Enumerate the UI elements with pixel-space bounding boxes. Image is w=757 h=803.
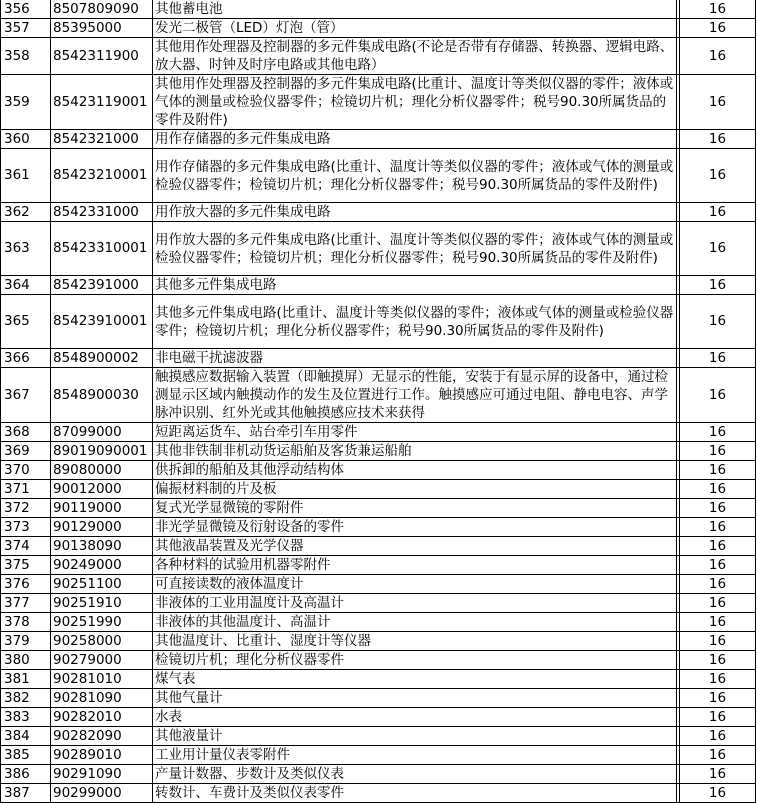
commodity-description: 非液体的工业用温度计及高温计 bbox=[153, 594, 677, 613]
commodity-description: 其他非铁制非机动货运船舶及客货兼运船舶 bbox=[153, 442, 677, 461]
table-row bbox=[1, 368, 756, 423]
row-number: 382 bbox=[1, 689, 51, 708]
row-number: 381 bbox=[1, 670, 51, 689]
tax-rate: 16 bbox=[680, 651, 756, 670]
commodity-description: 其他液晶装置及光学仪器 bbox=[153, 537, 677, 556]
commodity-description: 发光二极管（LED）灯泡（管） bbox=[153, 19, 677, 38]
commodity-description: 工业用计量仪表零附件 bbox=[153, 746, 677, 765]
table-row bbox=[1, 276, 756, 295]
commodity-code: 8548900002 bbox=[51, 349, 153, 368]
row-number: 376 bbox=[1, 575, 51, 594]
commodity-description: 煤气表 bbox=[153, 670, 677, 689]
commodity-code: 90281010 bbox=[51, 670, 153, 689]
table-row bbox=[1, 537, 756, 556]
commodity-code: 90299000 bbox=[51, 784, 153, 803]
table-row bbox=[1, 75, 756, 130]
tax-rate: 16 bbox=[680, 689, 756, 708]
commodity-description: 用作存储器的多元件集成电路 bbox=[153, 130, 677, 149]
commodity-description: 短距离运货车、站台牵引车用零件 bbox=[153, 423, 677, 442]
row-number: 362 bbox=[1, 203, 51, 222]
row-number: 387 bbox=[1, 784, 51, 803]
commodity-code: 8542331000 bbox=[51, 203, 153, 222]
tax-rate: 16 bbox=[680, 670, 756, 689]
commodity-description: 其他气量计 bbox=[153, 689, 677, 708]
tax-rate: 16 bbox=[680, 222, 756, 276]
row-number: 359 bbox=[1, 75, 51, 130]
table-row bbox=[1, 19, 756, 38]
tax-rate: 16 bbox=[680, 442, 756, 461]
table-row bbox=[1, 295, 756, 349]
tax-rate: 16 bbox=[680, 423, 756, 442]
commodity-code: 90012000 bbox=[51, 480, 153, 499]
tax-rate: 16 bbox=[680, 784, 756, 803]
table-row bbox=[1, 784, 756, 803]
commodity-code: 85395000 bbox=[51, 19, 153, 38]
commodity-description: 供拆卸的船舶及其他浮动结构体 bbox=[153, 461, 677, 480]
commodity-description: 非电磁干扰滤波器 bbox=[153, 349, 677, 368]
row-number: 384 bbox=[1, 727, 51, 746]
table-row bbox=[1, 708, 756, 727]
row-number: 361 bbox=[1, 149, 51, 203]
row-number: 375 bbox=[1, 556, 51, 575]
commodity-code: 90249000 bbox=[51, 556, 153, 575]
table-row bbox=[1, 594, 756, 613]
table-row bbox=[1, 499, 756, 518]
commodity-code: 90279000 bbox=[51, 651, 153, 670]
tax-rate: 16 bbox=[680, 75, 756, 130]
commodity-code: 90251910 bbox=[51, 594, 153, 613]
commodity-code: 87099000 bbox=[51, 423, 153, 442]
row-number: 377 bbox=[1, 594, 51, 613]
row-number: 383 bbox=[1, 708, 51, 727]
row-number: 357 bbox=[1, 19, 51, 38]
table-row bbox=[1, 651, 756, 670]
tax-rate: 16 bbox=[680, 295, 756, 349]
table-row bbox=[1, 222, 756, 276]
tax-rate: 16 bbox=[680, 499, 756, 518]
row-number: 385 bbox=[1, 746, 51, 765]
table-row bbox=[1, 613, 756, 632]
row-number: 366 bbox=[1, 349, 51, 368]
table-row bbox=[1, 632, 756, 651]
table-row bbox=[1, 461, 756, 480]
row-number: 372 bbox=[1, 499, 51, 518]
tax-rate: 16 bbox=[680, 368, 756, 423]
table-row bbox=[1, 130, 756, 149]
table-row bbox=[1, 746, 756, 765]
table-row bbox=[1, 349, 756, 368]
commodity-code: 8548900030 bbox=[51, 368, 153, 423]
table-row bbox=[1, 149, 756, 203]
commodity-code: 90282010 bbox=[51, 708, 153, 727]
commodity-description: 其他温度计、比重计、湿度计等仪器 bbox=[153, 632, 677, 651]
table-row bbox=[1, 556, 756, 575]
row-number: 370 bbox=[1, 461, 51, 480]
commodity-description: 各种材料的试验用机器零附件 bbox=[153, 556, 677, 575]
row-number: 363 bbox=[1, 222, 51, 276]
commodity-description: 其他用作处理器及控制器的多元件集成电路(比重计、温度计等类似仪器的零件；液体或气体的测量或检验仪器零件；检镜切片机；理化分析仪器零件；税号90.30所属货品的零件及附件) bbox=[153, 75, 677, 130]
commodity-code: 90282090 bbox=[51, 727, 153, 746]
commodity-description: 用作放大器的多元件集成电路 bbox=[153, 203, 677, 222]
tax-rate: 16 bbox=[680, 149, 756, 203]
table-body bbox=[1, 0, 756, 803]
tax-rate: 16 bbox=[680, 613, 756, 632]
row-number: 371 bbox=[1, 480, 51, 499]
commodity-code: 89080000 bbox=[51, 461, 153, 480]
row-number: 358 bbox=[1, 38, 51, 75]
tax-rate: 16 bbox=[680, 575, 756, 594]
tax-rate: 16 bbox=[680, 632, 756, 651]
commodity-code: 90251990 bbox=[51, 613, 153, 632]
table-row bbox=[1, 423, 756, 442]
commodity-description: 水表 bbox=[153, 708, 677, 727]
commodity-description: 非液体的其他温度计、高温计 bbox=[153, 613, 677, 632]
commodity-description: 复式光学显微镜的零附件 bbox=[153, 499, 677, 518]
table-row bbox=[1, 38, 756, 75]
table-row bbox=[1, 727, 756, 746]
commodity-description: 其他用作处理器及控制器的多元件集成电路(不论是否带有存储器、转换器、逻辑电路、放大器、时钟及时序电路或其他电路） bbox=[153, 38, 677, 75]
commodity-code: 8507809090 bbox=[51, 0, 153, 19]
table-row bbox=[1, 203, 756, 222]
table-row bbox=[1, 670, 756, 689]
row-number: 386 bbox=[1, 765, 51, 784]
row-number: 373 bbox=[1, 518, 51, 537]
commodity-code: 8542311900 bbox=[51, 38, 153, 75]
tax-rate: 16 bbox=[680, 38, 756, 75]
commodity-code: 90258000 bbox=[51, 632, 153, 651]
commodity-code: 90281090 bbox=[51, 689, 153, 708]
tax-rate: 16 bbox=[680, 765, 756, 784]
tax-rate: 16 bbox=[680, 461, 756, 480]
row-number: 365 bbox=[1, 295, 51, 349]
commodity-description: 其他液量计 bbox=[153, 727, 677, 746]
table-row bbox=[1, 0, 756, 19]
commodity-description: 可直接读数的液体温度计 bbox=[153, 575, 677, 594]
tax-rate: 16 bbox=[680, 480, 756, 499]
table-row bbox=[1, 480, 756, 499]
row-number: 374 bbox=[1, 537, 51, 556]
commodity-code: 85423210001 bbox=[51, 149, 153, 203]
commodity-code: 8542391000 bbox=[51, 276, 153, 295]
commodity-description: 转数计、车费计及类似仪表零件 bbox=[153, 784, 677, 803]
row-number: 364 bbox=[1, 276, 51, 295]
row-number: 368 bbox=[1, 423, 51, 442]
commodity-description: 用作存储器的多元件集成电路(比重计、温度计等类似仪器的零件；液体或气体的测量或检验仪器零件；检镜切片机；理化分析仪器零件；税号90.30所属货品的零件及附件) bbox=[153, 149, 677, 203]
tax-rate: 16 bbox=[680, 708, 756, 727]
table-row bbox=[1, 518, 756, 537]
row-number: 369 bbox=[1, 442, 51, 461]
tax-rate: 16 bbox=[680, 203, 756, 222]
row-number: 356 bbox=[1, 0, 51, 19]
table-row bbox=[1, 575, 756, 594]
tax-rate: 16 bbox=[680, 349, 756, 368]
commodity-description: 产量计数器、步数计及类似仪表 bbox=[153, 765, 677, 784]
commodity-description: 触摸感应数据输入装置（即触摸屏）无显示的性能，安装于有显示屏的设备中，通过检测显示区域内触摸动作的发生及位置进行工作。触摸感应可通过电阻、静电电容、声学脉冲识别、红外光或其他触摸感应技术来获得 bbox=[153, 368, 677, 423]
tax-rate: 16 bbox=[680, 19, 756, 38]
commodity-description: 非光学显微镜及衍射设备的零件 bbox=[153, 518, 677, 537]
commodity-code: 85423310001 bbox=[51, 222, 153, 276]
tax-rate: 16 bbox=[680, 518, 756, 537]
tax-rate: 16 bbox=[680, 594, 756, 613]
table-row bbox=[1, 442, 756, 461]
tax-rate: 16 bbox=[680, 276, 756, 295]
commodity-description: 其他多元件集成电路(比重计、温度计等类似仪器的零件；液体或气体的测量或检验仪器零件；检镜切片机；理化分析仪器零件；税号90.30所属货品的零件及附件) bbox=[153, 295, 677, 349]
tax-rate: 16 bbox=[680, 0, 756, 19]
commodity-code: 8542321000 bbox=[51, 130, 153, 149]
tax-rate: 16 bbox=[680, 537, 756, 556]
commodity-description: 检镜切片机；理化分析仪器零件 bbox=[153, 651, 677, 670]
row-number: 379 bbox=[1, 632, 51, 651]
table-row bbox=[1, 689, 756, 708]
commodity-description: 偏振材料制的片及板 bbox=[153, 480, 677, 499]
commodity-code: 90289010 bbox=[51, 746, 153, 765]
commodity-code: 85423910001 bbox=[51, 295, 153, 349]
commodity-code: 90119000 bbox=[51, 499, 153, 518]
row-number: 380 bbox=[1, 651, 51, 670]
row-number: 367 bbox=[1, 368, 51, 423]
row-number: 378 bbox=[1, 613, 51, 632]
commodity-code: 85423119001 bbox=[51, 75, 153, 130]
tax-rate: 16 bbox=[680, 130, 756, 149]
commodity-code: 90138090 bbox=[51, 537, 153, 556]
commodity-code: 89019090001 bbox=[51, 442, 153, 461]
commodity-code: 90251100 bbox=[51, 575, 153, 594]
tax-rate: 16 bbox=[680, 727, 756, 746]
commodity-code: 90129000 bbox=[51, 518, 153, 537]
tax-rate: 16 bbox=[680, 746, 756, 765]
commodity-description: 其他多元件集成电路 bbox=[153, 276, 677, 295]
commodity-description: 用作放大器的多元件集成电路(比重计、温度计等类似仪器的零件；液体或气体的测量或检验仪器零件；检镜切片机；理化分析仪器零件；税号90.30所属货品的零件及附件) bbox=[153, 222, 677, 276]
commodity-code: 90291090 bbox=[51, 765, 153, 784]
commodity-description: 其他蓄电池 bbox=[153, 0, 677, 19]
row-number: 360 bbox=[1, 130, 51, 149]
tax-rate: 16 bbox=[680, 556, 756, 575]
